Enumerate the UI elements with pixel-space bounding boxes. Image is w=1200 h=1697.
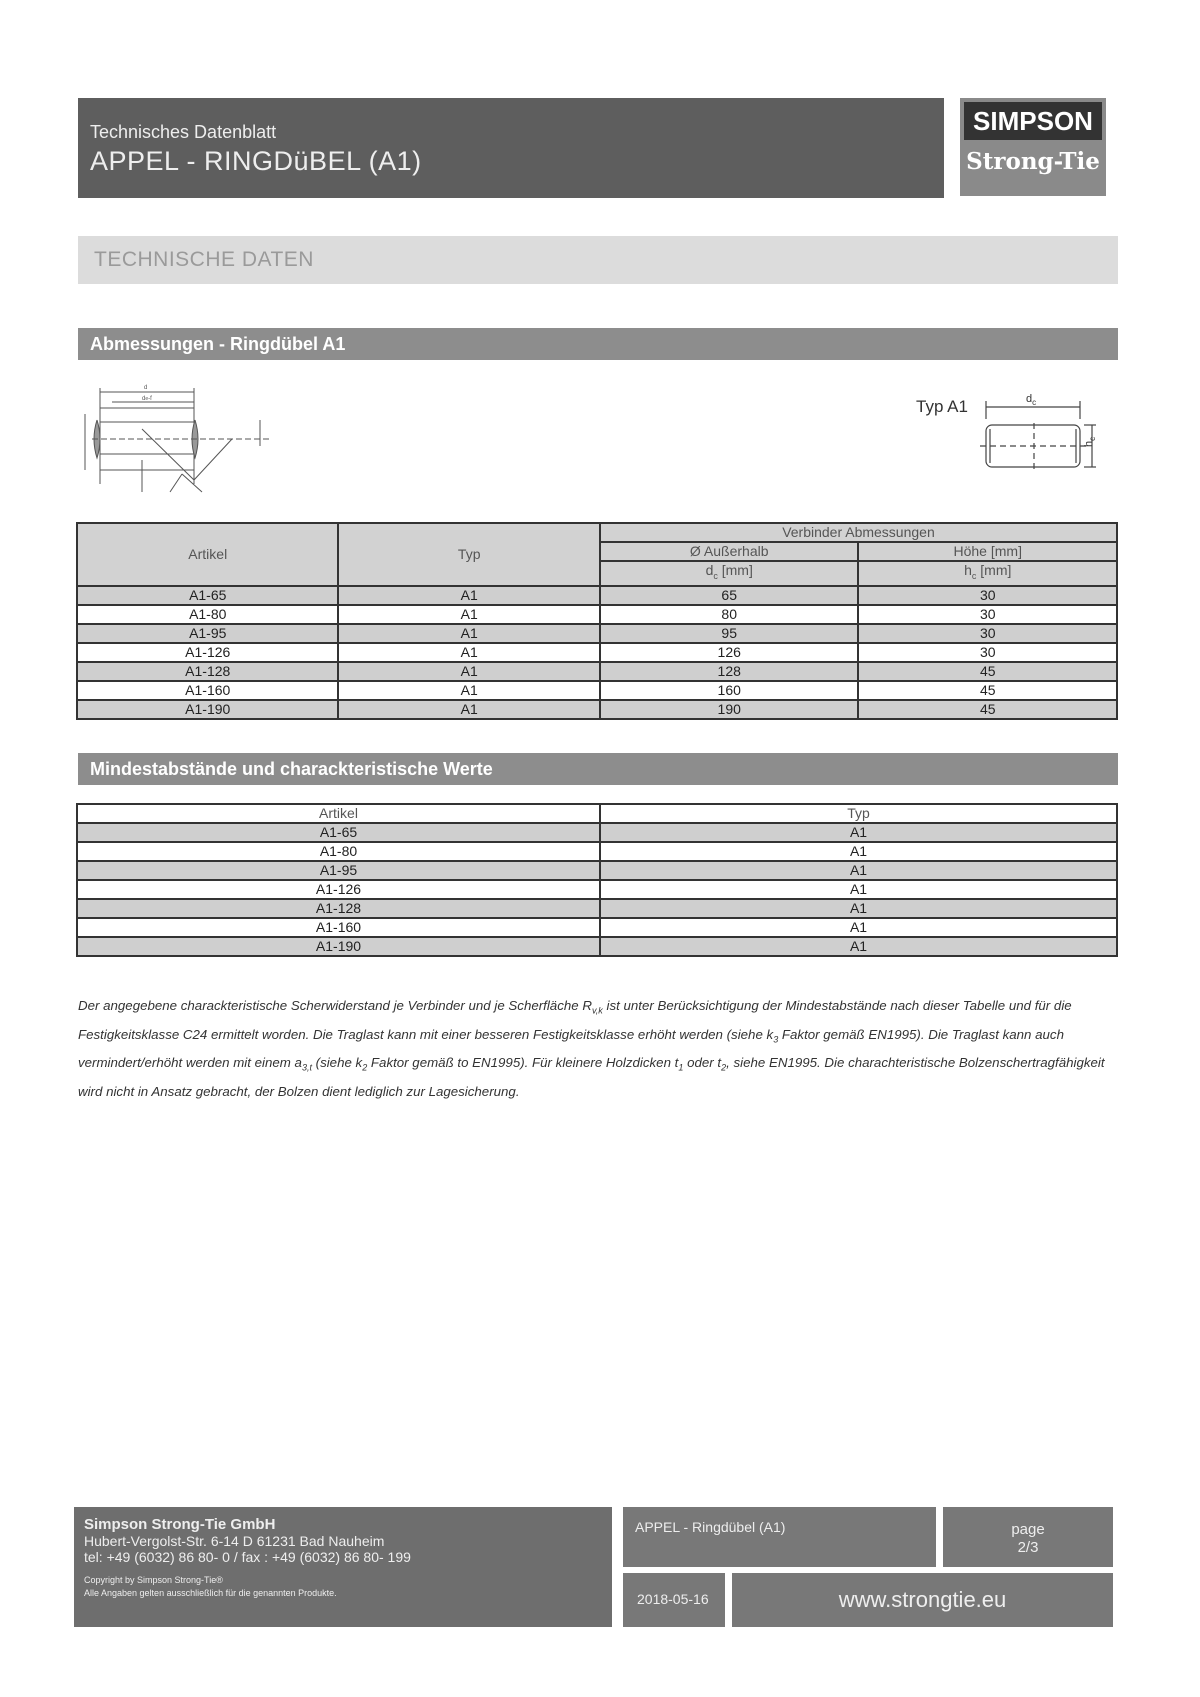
header-typ: Typ — [600, 804, 1117, 823]
page-label: page — [1011, 1521, 1045, 1538]
section-header-dimensions — [78, 328, 1118, 360]
doc-title: APPEL - Ringdübel (A1) — [635, 1519, 786, 1535]
section-band — [78, 236, 1118, 284]
logo-bottom-text: Strong-Tie — [966, 148, 1100, 175]
technical-drawing-left — [82, 384, 282, 494]
page-number: 2/3 — [1017, 1539, 1039, 1556]
table-row: A1-80 A1 — [77, 842, 1117, 861]
table-row: A1-95 A1 — [77, 861, 1117, 880]
simpson-strong-tie-logo — [960, 98, 1106, 196]
svg-text:dc — [1026, 393, 1036, 407]
spacing-table — [76, 803, 1118, 957]
diagram-h-sub: c — [1088, 436, 1097, 441]
table-row: A1-160 A1 — [77, 918, 1117, 937]
table-row: A1-128 A1 — [77, 899, 1117, 918]
diagram-d-label: d — [1026, 393, 1033, 405]
date: 2018-05-16 — [637, 1591, 709, 1607]
copyright: Copyright by Simpson Strong-Tie® — [84, 1575, 223, 1585]
table-row: A1-65 A1 — [77, 823, 1117, 842]
diagram-d-sub: c — [1032, 398, 1037, 407]
company-name: Simpson Strong-Tie GmbH — [84, 1516, 276, 1533]
svg-text:de-f: de-f — [142, 396, 152, 402]
section-title: Mindestabstände und charackteristische Werte — [90, 759, 493, 779]
header-typ: Typ — [338, 523, 599, 586]
table-row: A1-126 A1 126 30 — [77, 643, 1117, 662]
table-row: A1-65 A1 65 30 — [77, 586, 1117, 605]
footer-date — [623, 1573, 725, 1627]
table-row: A1-80 A1 80 30 — [77, 605, 1117, 624]
document-header — [78, 98, 944, 198]
header-group: Verbinder Abmessungen — [600, 523, 1117, 542]
header-artikel: Artikel — [77, 804, 600, 823]
logo-top-text: SIMPSON — [964, 102, 1102, 140]
svg-text:hc — [1083, 437, 1097, 447]
table-row: A1-126 A1 — [77, 880, 1117, 899]
table-row: A1-160 A1 160 45 — [77, 681, 1117, 700]
table-row: A1-190 A1 — [77, 937, 1117, 956]
company-phone: tel: +49 (6032) 86 80- 0 / fax : +49 (6032) 86 80- 199 — [84, 1549, 411, 1565]
table-row: A1-128 A1 128 45 — [77, 662, 1117, 681]
dimensions-table — [76, 522, 1118, 720]
band-title: TECHNISCHE DATEN — [94, 248, 314, 271]
footer-doc-title — [623, 1507, 936, 1567]
diagram-label: Typ A1 — [916, 397, 968, 416]
header-height-unit: $h_c$ [mm] — [858, 561, 1117, 586]
disclaimer: Alle Angaben gelten ausschließlich für die genannten Produkte. — [84, 1588, 337, 1598]
footer-page — [943, 1507, 1113, 1567]
company-address: Hubert-Vergolst-Str. 6-14 D 61231 Bad Nauheim — [84, 1533, 385, 1549]
table-row: A1-95 A1 95 30 — [77, 624, 1117, 643]
header-height: Höhe [mm] — [858, 542, 1117, 561]
document-subtitle: Technisches Datenblatt — [90, 122, 277, 142]
document-title: APPEL - RINGDüBEL (A1) — [90, 146, 422, 176]
footer-company-block — [74, 1507, 612, 1627]
svg-text:d: d — [144, 385, 148, 391]
header-artikel: Artikel — [77, 523, 338, 586]
diagram-h-label: h — [1083, 440, 1095, 447]
section-title: Abmessungen - Ringdübel A1 — [90, 334, 346, 354]
website-link[interactable]: www.strongtie.eu — [732, 1573, 1113, 1627]
table-row: A1-190 A1 190 45 — [77, 700, 1117, 719]
explanatory-note: Der angegebene charackteristische Scherwiderstand je Verbinder und je Scherfläche $R_{v,k}$ ist unter Berücksichtigung der Mindestabstände nach dieser Tabelle und für die Festigkeitsklasse C24 ermittelt worden. Die Traglast kann mit einer besseren Festigkeitsklasse erhöht werden (siehe $k_3$ Faktor gemäß EN1995). Die Traglast kann auch vermindert/erhöht werden mit einem $a_{3,t}$ (siehe $k_2$ Faktor gemäß to EN1995). Für kleinere Holzdicken $t_1$ oder $t_2$, siehe EN1995. Die charachteristische Bolzenschertragfähigkeit wird nicht in Ansatz gebracht, der Bolzen dient lediglich zur Lagesicherung. — [78, 998, 1105, 1099]
section-header-spacing — [78, 753, 1118, 785]
header-outer-diameter: Ø Außerhalb — [600, 542, 859, 561]
header-outer-unit: $d_c$ [mm] — [600, 561, 859, 586]
ring-connector-diagram — [980, 393, 1100, 493]
